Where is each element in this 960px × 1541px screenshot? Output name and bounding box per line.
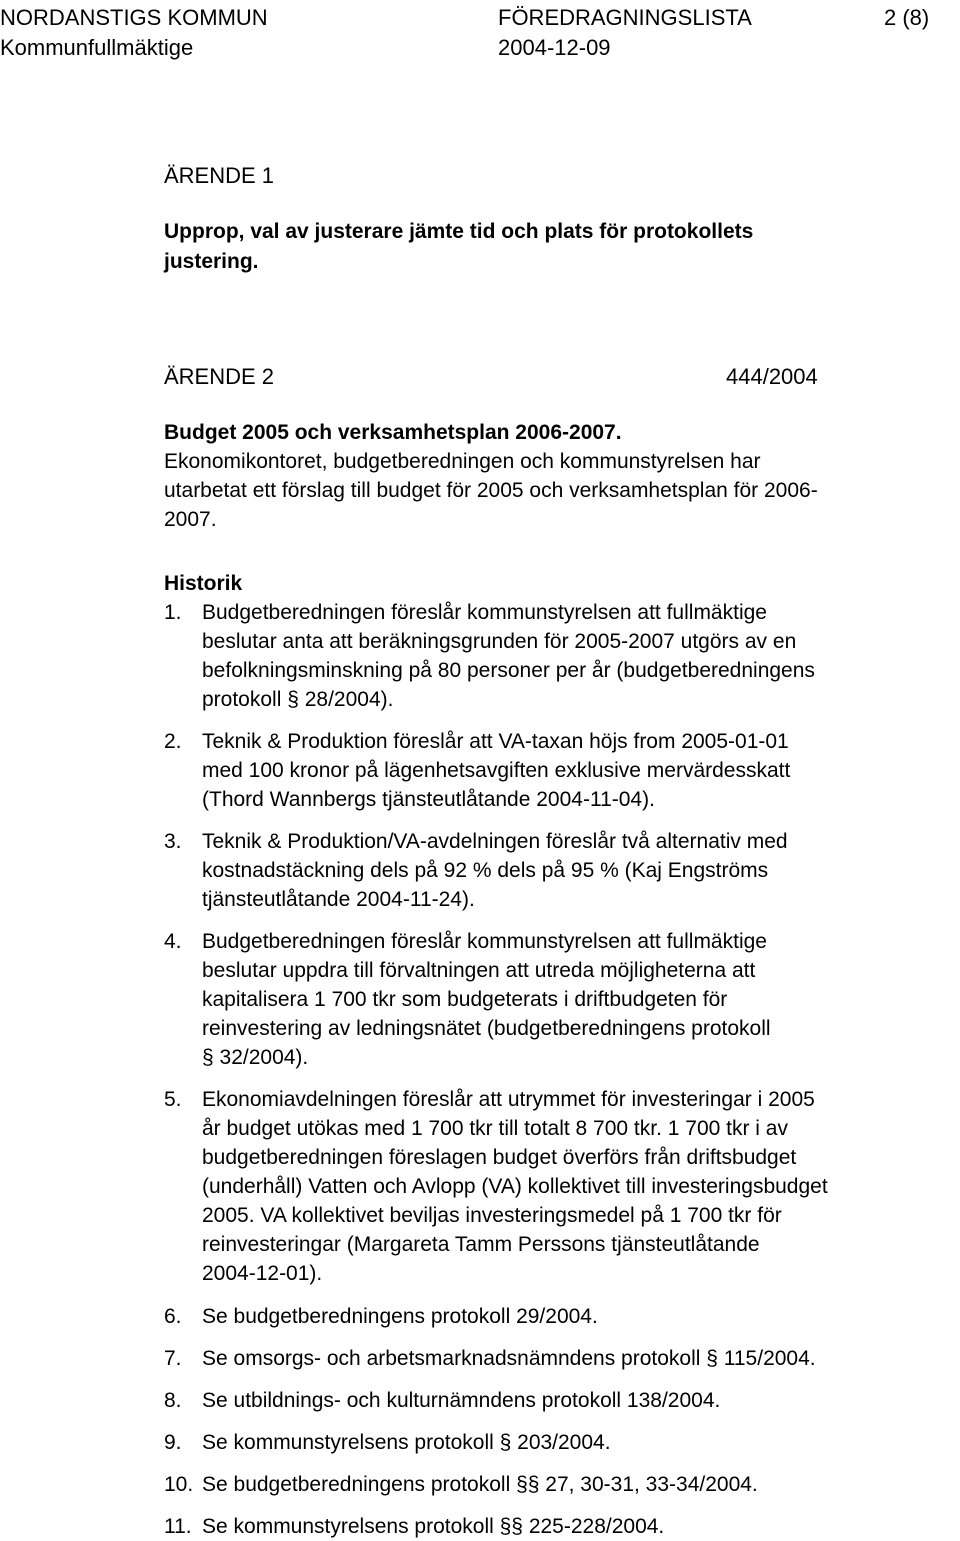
- historik-item: [164, 1386, 960, 1415]
- historik-item-line: 2004-12-01).: [202, 1262, 323, 1285]
- header-doc-type: FÖREDRAGNINGSLISTA: [498, 5, 752, 30]
- historik-item-text: [202, 1085, 960, 1288]
- historik-list: [164, 598, 960, 1541]
- historik-item-line: § 32/2004).: [202, 1046, 309, 1069]
- historik-item-line: (underhåll) Vatten och Avlopp (VA) kollektivet till investeringsbudget: [202, 1175, 828, 1198]
- historik-item-line: reinvestering av ledningsnätet (budgetberedningens protokoll: [202, 1017, 771, 1040]
- arende-2-label: ÄRENDE 2: [164, 364, 275, 389]
- header-date: 2004-12-09: [498, 35, 611, 60]
- historik-item-line: reinvesteringar (Margareta Tamm Perssons tjänsteutlåtande: [202, 1233, 760, 1256]
- historik-item: [164, 927, 960, 1072]
- historik-item: [164, 827, 960, 914]
- historik-item-line: (Thord Wannbergs tjänsteutlåtande 2004-11-04).: [202, 788, 655, 811]
- historik-item: [164, 1470, 960, 1499]
- historik-item-text: [202, 598, 960, 714]
- historik-item-line: befolkningsminskning på 80 personer per år (budgetberedningens: [202, 659, 815, 682]
- header-body: Kommunfullmäktige: [0, 35, 194, 60]
- historik-item-line: med 100 kronor på lägenhetsavgiften exklusive mervärdesskatt: [202, 759, 791, 782]
- historik-item-text: [202, 1302, 960, 1331]
- historik-item-number: 4.: [164, 930, 182, 953]
- arende-2-intro-line-3: 2007.: [164, 508, 217, 531]
- historik-item-line: Budgetberedningen föreslår kommunstyrelsen att fullmäktige: [202, 930, 767, 953]
- historik-item-number: 2.: [164, 730, 182, 753]
- historik-item-line: Se utbildnings- och kulturnämndens protokoll 138/2004.: [202, 1389, 721, 1412]
- arende-2-title: Budget 2005 och verksamhetsplan 2006-2007.: [164, 421, 622, 444]
- historik-item-line: Teknik & Produktion föreslår att VA-taxan höjs from 2005-01-01: [202, 730, 789, 753]
- historik-item: [164, 1085, 960, 1288]
- historik-item-line: protokoll § 28/2004).: [202, 688, 394, 711]
- historik-item-text: [202, 1386, 960, 1415]
- historik-item-number: 1.: [164, 601, 182, 624]
- historik-item-line: Se kommunstyrelsens protokoll § 203/2004.: [202, 1431, 611, 1454]
- historik-item-number: 11.: [164, 1515, 192, 1538]
- historik-item-line: beslutar anta att beräkningsgrunden för 2005-2007 utgörs av en: [202, 630, 797, 653]
- historik-item-line: budgetberedningen föreslagen budget överförs från driftsbudget: [202, 1146, 797, 1169]
- header-page-number: 2 (8): [884, 5, 930, 30]
- arende-2-dnr: 444/2004: [726, 364, 818, 389]
- historik-item-line: kapitalisera 1 700 tkr som budgeterats i driftbudgeten för: [202, 988, 728, 1011]
- historik-item-line: Se kommunstyrelsens protokoll §§ 225-228/2004.: [202, 1515, 665, 1538]
- historik-item: [164, 598, 960, 714]
- historik-item-line: beslutar uppdra till förvaltningen att utreda möjligheterna att: [202, 959, 756, 982]
- historik-item-text: [202, 1344, 960, 1373]
- historik-item-line: år budget utökas med 1 700 tkr till totalt 8 700 tkr. 1 700 tkr i av: [202, 1117, 788, 1140]
- arende-2-intro-line-2: utarbetat ett förslag till budget för 2005 och verksamhetsplan för 2006-: [164, 479, 818, 502]
- historik-heading: Historik: [164, 572, 243, 595]
- historik-item-number: 3.: [164, 830, 182, 853]
- historik-item-text: [202, 827, 960, 914]
- historik-item-line: 2005. VA kollektivet beviljas investeringsmedel på 1 700 tkr för: [202, 1204, 782, 1227]
- historik-item-number: 9.: [164, 1431, 182, 1454]
- arende-1-label: ÄRENDE 1: [164, 163, 275, 188]
- header-org: NORDANSTIGS KOMMUN: [0, 5, 268, 30]
- historik-item: [164, 727, 960, 814]
- arende-1-title-line-1: Upprop, val av justerare jämte tid och plats för protokollets: [164, 220, 754, 243]
- historik-item-number: 10.: [164, 1473, 194, 1496]
- historik-item-line: Se omsorgs- och arbetsmarknadsnämndens protokoll § 115/2004.: [202, 1347, 816, 1370]
- historik-item-line: Se budgetberedningens protokoll §§ 27, 30-31, 33-34/2004.: [202, 1473, 758, 1496]
- historik-item-number: 8.: [164, 1389, 182, 1412]
- historik-item: [164, 1344, 960, 1373]
- historik-item-line: kostnadstäckning dels på 92 % dels på 95 % (Kaj Engströms: [202, 859, 769, 882]
- historik-item-text: [202, 927, 960, 1072]
- historik-item: [164, 1428, 960, 1457]
- historik-item-line: Ekonomiavdelningen föreslår att utrymmet för investeringar i 2005: [202, 1088, 815, 1111]
- historik-item-line: Teknik & Produktion/VA-avdelningen föreslår två alternativ med: [202, 830, 788, 853]
- historik-item-line: Se budgetberedningens protokoll 29/2004.: [202, 1305, 598, 1328]
- arende-1-title-line-2: justering.: [164, 250, 259, 273]
- historik-item-line: Budgetberedningen föreslår kommunstyrelsen att fullmäktige: [202, 601, 767, 624]
- historik-item-line: tjänsteutlåtande 2004-11-24).: [202, 888, 475, 911]
- historik-item-number: 6.: [164, 1305, 182, 1328]
- historik-item: [164, 1302, 960, 1331]
- historik-item-text: [202, 1470, 960, 1499]
- historik-item-number: 7.: [164, 1347, 182, 1370]
- historik-item-text: [202, 1428, 960, 1457]
- historik-item-number: 5.: [164, 1088, 182, 1111]
- arende-2-intro-line-1: Ekonomikontoret, budgetberedningen och kommunstyrelsen har: [164, 450, 761, 473]
- historik-item-text: [202, 727, 960, 814]
